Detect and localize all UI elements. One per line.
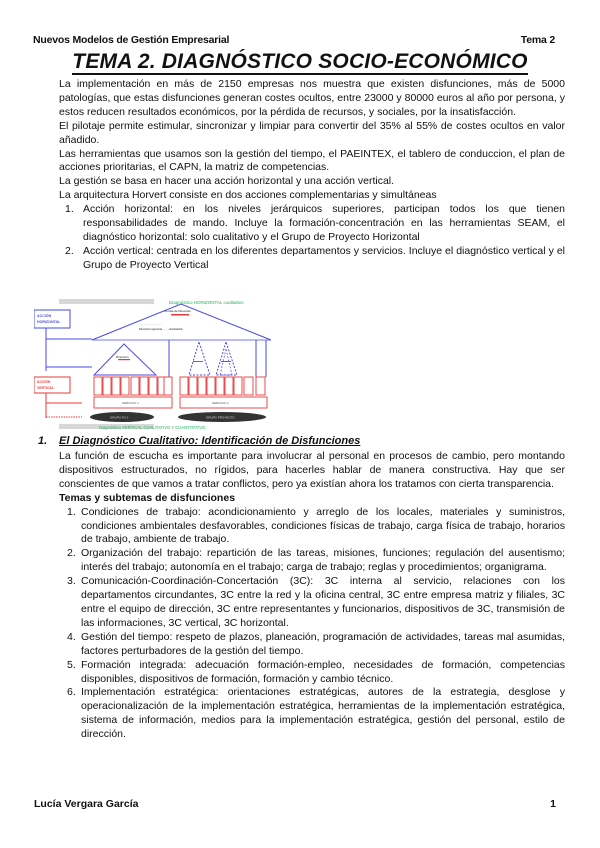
page-number: 1 bbox=[550, 798, 556, 810]
list-item: 1. Condiciones de trabajo: acondicionamiento y arreglo de los locales, materiales y suministros, condiciones ambientales desfavorables, condiciones físicas de trabajo, carga física de trabajo, horarios de trabajo, ambiente de trabajo. bbox=[67, 505, 565, 546]
section-heading: 1. El Diagnóstico Cualitativo: Identificación de Disfunciones bbox=[38, 435, 361, 447]
intro-paragraph-4: La gestión se basa en hacer una acción horizontal y una acción vertical. bbox=[59, 175, 395, 188]
list-item: 2. Organización del trabajo: repartición de las tareas, misiones, funciones; regulación del ausentismo; interés del trabajo; autonomía en el trabajo; carga de trabajo; reglas y procedimientos; organigrama. bbox=[67, 547, 565, 574]
list-item: 4. Gestión del tiempo: respeto de plazos, planeación, programación de actividades, tareas mal asumidas, factores perturbadores de la gestión del tiempo. bbox=[67, 630, 565, 657]
intro-paragraph-5: La arquitectura Horvert consiste en dos acciones complementarias y simultáneas bbox=[59, 189, 437, 202]
intro-paragraph-3: Las herramientas que usamos son la gestión del tiempo, el PAEINTEX, el tablero de conduccion, el plan de acciones prioritarias, el CAPN, la matriz de competencias. bbox=[59, 147, 565, 174]
list-item: 5. Formación integrada: adecuación formación-empleo, necesidades de formación, competencias disponibles, dispositivos de formación, formación y cambio técnico. bbox=[67, 658, 565, 685]
diagram-bottom-caption: Diagnóstico VERTICAL CUALITATIVO Y CUANTITATIVO bbox=[99, 425, 206, 430]
section-1-body bbox=[59, 450, 565, 742]
course-name: Nuevos Modelos de Gestión Empresarial bbox=[33, 34, 230, 46]
list-item: 1. Acción horizontal: en los niveles jerárquicos superiores, participan todos los que tienen responsabilidades de mando. Incluye la formación-concentración en las herramientas SEAM, el diagnóstico horizontal: solo cualitativo y el Grupo de Proyecto Horizontal bbox=[65, 203, 565, 243]
intro-paragraph-2: El pilotaje permite estimular, sincronizar y limpiar para convertir del 35% al 55% de costes ocultos en valor añadido. bbox=[59, 119, 565, 146]
themes-subheading: Temas y subtemas de disfunciones bbox=[59, 491, 236, 504]
svg-text:Dirección Ingeniería ·······: Dirección Ingeniería ······· Explotación bbox=[139, 328, 183, 331]
svg-text:ACCIÓN: ACCIÓN bbox=[37, 314, 52, 318]
svg-text:Comité de Dirección: Comité de Dirección bbox=[164, 309, 192, 313]
page-title: TEMA 2. DIAGNÓSTICO SOCIO-ECONÓMICO bbox=[72, 50, 528, 73]
topic-label: Tema 2 bbox=[520, 34, 555, 46]
list-item: 3. Comunicación-Coordinación-Concertación (3C): 3C interna al servicio, relaciones con los departamentos circundantes, 3C entre la red y la oficina central, 3C entre empresa matriz y filiales, 3C entre el equipo de dirección, 3C entre representantes y funcionarios, dispositivos de 3C, transmisión de las informaciones, 3C vertical, 3C horizontal. bbox=[67, 575, 565, 629]
svg-text:GRUPO PV 1: GRUPO PV 1 bbox=[110, 415, 129, 420]
section-paragraph: La función de escucha es importante para involucrar al personal en procesos de cambio, pero montando dispositivos estructurados, no rígidos, para hacerles hablar de manera constructiva. Hay que ser conscientes de que vamos a tratar conflictos, pero ya existían ahora los tratamos con cierta transparencia. bbox=[59, 450, 565, 490]
themes-list bbox=[59, 506, 565, 742]
actions-list bbox=[59, 203, 565, 273]
author-name: Lucía Vergara García bbox=[34, 798, 139, 810]
svg-text:VERTICAL: VERTICAL bbox=[37, 386, 54, 390]
diagram-top-caption: Diagnóstico HORIZONTAL cualitativo bbox=[169, 300, 244, 305]
svg-text:HORIZONTAL: HORIZONTAL bbox=[37, 320, 61, 324]
section-title: El Diagnóstico Cualitativo: Identificación de Disfunciones bbox=[59, 435, 361, 447]
intro-paragraph-1: La implementación en más de 2150 empresas nos muestra que existen disfunciones, más de 5000 patologías, que estas disfunciones generan costes ocultos, entre 23000 y 80000 euros al año por persona, y estos reducen resultados económicos, por la pérdida de recursos, y sociales, por la insatisfacción. bbox=[59, 78, 565, 118]
horvert-diagram bbox=[34, 297, 334, 430]
svg-text:Dirección: Dirección bbox=[116, 355, 129, 359]
list-item: 2. Acción vertical: centrada en los diferentes departamentos y servicios. Incluye el diagnóstico vertical y el Grupo de Proyecto Vertical bbox=[65, 244, 565, 271]
list-item: 6. Implementación estratégica: orientaciones estratégicas, autores de la estrategia, desglose y operacionalización de la implementación estratégica, herramientas de la implementación estratégica, sistema de información, medios para la implementación estratégica, gestión del personal, estilo de dirección. bbox=[67, 686, 565, 741]
svg-text:SERVICIO 2: SERVICIO 2 bbox=[212, 401, 229, 405]
svg-text:SERVICIO 1: SERVICIO 1 bbox=[122, 401, 139, 405]
intro-block bbox=[59, 78, 565, 273]
svg-text:····· ····· ········· ··: ····· ····· ········· ····· bbox=[139, 323, 162, 326]
svg-text:GRUPO PROYECTO: GRUPO PROYECTO bbox=[206, 415, 235, 420]
page-footer bbox=[34, 798, 556, 810]
svg-text:ACCIÓN: ACCIÓN bbox=[37, 380, 51, 384]
page-header bbox=[33, 34, 555, 46]
